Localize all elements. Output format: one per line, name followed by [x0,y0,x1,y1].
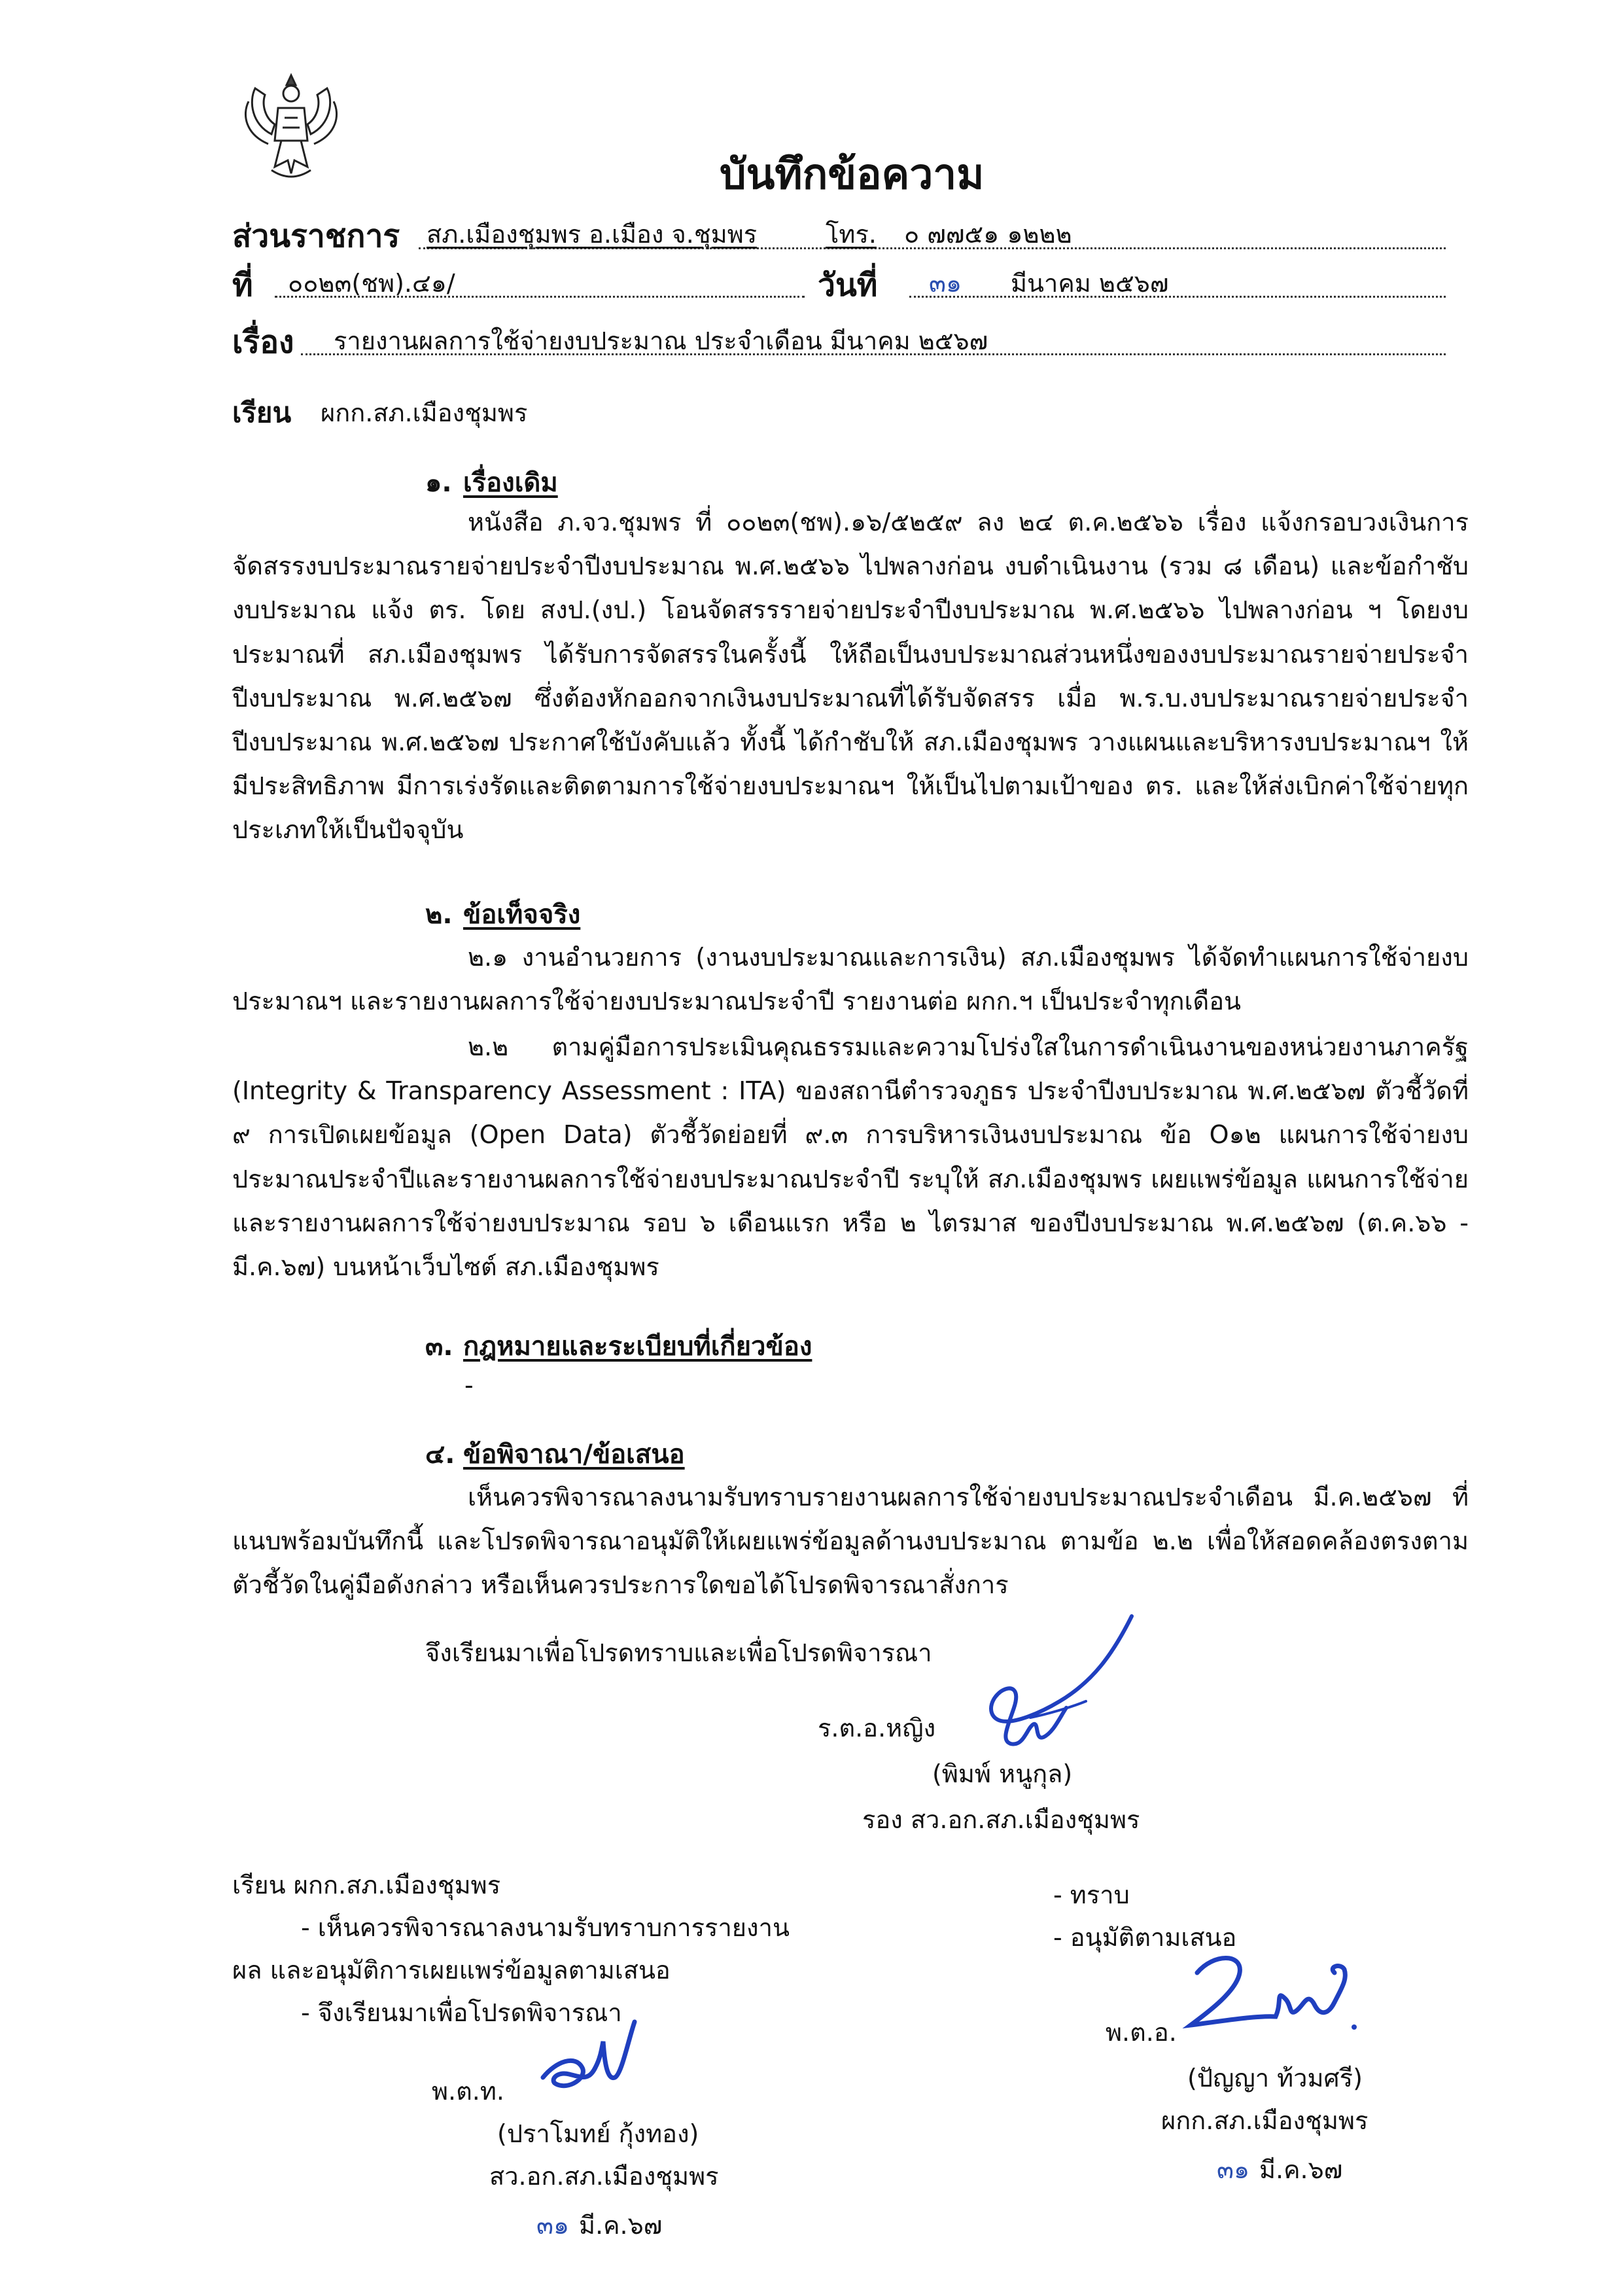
section-2-title: ข้อเท็จจริง [463,900,581,930]
left-endorser-name: (ปราโมทย์ กุ้งทอง) [497,2119,699,2148]
section-1-title: เรื่องเดิม [463,468,558,498]
section-4-number: ๔. [425,1439,455,1470]
to-label: เรียน [232,397,292,429]
right-endorse-date-rest: มี.ค.๖๗ [1259,2155,1343,2184]
left-endorse-date-day: ๓๑ [536,2211,570,2240]
closing-line: จึงเรียนมาเพื่อโปรดทราบและเพื่อโปรดพิจารณา [425,1638,932,1667]
section-3-title: กฎหมายและระเบียบที่เกี่ยวข้อง [463,1332,812,1362]
right-endorser-name: (ปัญญา ท้วมศรี) [1187,2064,1363,2093]
right-endorser-position: ผกก.สภ.เมืองชุมพร [1161,2106,1369,2135]
date-month-year: มีนาคม ๒๕๖๗ [1011,269,1169,298]
phone-label: โทร. [826,220,877,249]
subject-label: เรื่อง [232,324,294,361]
section-2-number: ๒. [425,900,453,930]
date-dotline [909,296,1446,298]
signer-signature [962,1610,1138,1767]
left-endorse-line-3: ผล และอนุมัติการเผยแพร่ข้อมูลตามเสนอ [232,1956,671,1985]
right-endorse-line-2: - อนุมัติตามเสนอ [1053,1923,1237,1952]
section-2-paragraph-1: ๒.๑ งานอำนวยการ (งานงบประมาณและการเงิน) สภ.เมืองชุมพร ได้จัดทำแผนการใช้จ่ายงบประมาณฯ และรายงานผลการใช้จ่ายงบประมาณประจำปี รายงานต่อ ผกก.ฯ เป็นประจำทุกเดือน [232,943,1469,1016]
date-day: ๓๑ [929,269,962,298]
section-1-number: ๑. [425,468,452,498]
agency-value: สภ.เมืองชุมพร อ.เมือง จ.ชุมพร [427,220,758,249]
section-3-number: ๓. [425,1332,453,1362]
left-endorse-date-rest: มี.ค.๖๗ [579,2211,663,2240]
left-endorse-line-2: - เห็นควรพิจารณาลงนามรับทราบการรายงาน [301,1913,790,1942]
left-endorse-line-4: - จึงเรียนมาเพื่อโปรดพิจารณา [301,1998,622,2027]
document-title: บันทึกข้อความ [720,150,985,199]
subject-value: รายงานผลการใช้จ่ายงบประมาณ ประจำเดือน มีนาคม ๒๕๖๗ [334,327,988,355]
section-3-body: - [464,1371,474,1400]
phone-value: ๐ ๗๗๕๑ ๑๒๒๒ [904,220,1072,249]
to-value: ผกก.สภ.เมืองชุมพร [321,398,528,427]
signer-position: รอง สว.อก.สภ.เมืองชุมพร [862,1805,1140,1834]
document-number-value: ๐๐๒๓(ชพ).๔๑/ [288,269,455,298]
section-2-paragraph-2: ๒.๒ ตามคู่มือการประเมินคุณธรรมและความโปร่งใสในการดำเนินงานของหน่วยงานภาครัฐ (Integrity & Transparency Assessment : ITA) ของสถานีตำรวจภูธร ประจำปีงบประมาณ พ.ศ.๒๕๖๗ ตัวชี้วัดที่ ๙ การเปิดเผยข้อมูล (Open Data) ตัวชี้วัดย่อยที่ ๙.๓ การบริหารเงินงบประมาณ ข้อ O๑๒ แผนการใช้จ่ายงบประมาณประจำปีและรายงานผลการใช้จ่ายงบประมาณประจำปี ระบุให้ สภ.เมืองชุมพร เผยแพร่ข้อมูล แผนการใช้จ่ายและรายงานผลการใช้จ่ายงบประมาณ รอบ ๖ เดือนแรก หรือ ๒ ไตรมาส ของปีงบประมาณ พ.ศ.๒๕๖๗ (ต.ค.๖๖ - มี.ค.๖๗) บนหน้าเว็บไซต์ สภ.เมืองชุมพร [232,1033,1469,1282]
signer-rank: ร.ต.อ.หญิง [818,1714,936,1742]
left-endorser-position: สว.อก.สภ.เมืองชุมพร [489,2162,719,2191]
date-label: วันที่ [818,267,878,304]
section-1-paragraph: หนังสือ ภ.จว.ชุมพร ที่ ๐๐๒๓(ชพ).๑๖/๕๒๕๙ ลง ๒๔ ต.ค.๒๕๖๖ เรื่อง แจ้งกรอบวงเงินการจัดสรรงบประมาณรายจ่ายประจำปีงบประมาณ พ.ศ.๒๕๖๖ ไปพลางก่อน งบดำเนินงาน (รวม ๘ เดือน) และข้อกำชับงบประมาณ แจ้ง ตร. โดย สงป.(งป.) โอนจัดสรรรายจ่ายประจำปีงบประมาณ พ.ศ.๒๕๖๖ ไปพลางก่อน ฯ โดยงบประมาณที่ สภ.เมืองชุมพร ได้รับการจัดสรรในครั้งนี้ ให้ถือเป็นงบประมาณส่วนหนึ่งของงบประมาณรายจ่ายประจำปีงบประมาณ พ.ศ.๒๕๖๗ ซึ่งต้องหักออกจากเงินงบประมาณที่ได้รับจัดสรร เมื่อ พ.ร.บ.งบประมาณรายจ่ายประจำปีงบประมาณ พ.ศ.๒๕๖๗ ประกาศใช้บังคับแล้ว ทั้งนี้ ได้กำชับให้ สภ.เมืองชุมพร วางแผนและบริหารงบประมาณฯ ให้มีประสิทธิภาพ มีการเร่งรัดและติดตามการใช้จ่ายงบประมาณฯ ให้เป็นไปตามเป้าของ ตร. และให้ส่งเบิกค่าใช้จ่ายทุกประเภทให้เป็นปัจจุบัน [232,508,1469,845]
left-endorser-signature [530,2015,648,2100]
agency-label: ส่วนราชการ [232,218,400,255]
right-endorse-date-day: ๓๑ [1217,2155,1250,2184]
left-endorser-rank: พ.ต.ท. [432,2077,505,2106]
right-endorser-rank: พ.ต.อ. [1106,2018,1177,2047]
left-endorse-line-1: เรียน ผกก.สภ.เมืองชุมพร [232,1871,501,1899]
signer-name: (พิมพ์ หนูกุล) [932,1759,1073,1788]
section-4-paragraph: เห็นควรพิจารณาลงนามรับทราบรายงานผลการใช้จ่ายงบประมาณประจำเดือน มี.ค.๒๕๖๗ ที่แนบพร้อมบันทึกนี้ และโปรดพิจารณาอนุมัติให้เผยแพร่ข้อมูลด้านงบประมาณ ตามข้อ ๒.๒ เพื่อให้สอดคล้องตรงตามตัวชี้วัดในคู่มือดังกล่าว หรือเห็นควรประการใดขอได้โปรดพิจารณาสั่งการ [232,1483,1469,1600]
garuda-emblem-icon [236,62,347,186]
right-endorser-signature [1178,1943,1374,2041]
section-4-title: ข้อพิจาณา/ข้อเสนอ [463,1439,685,1470]
right-endorse-line-1: - ทราบ [1053,1881,1130,1909]
document-number-label: ที่ [232,267,253,304]
